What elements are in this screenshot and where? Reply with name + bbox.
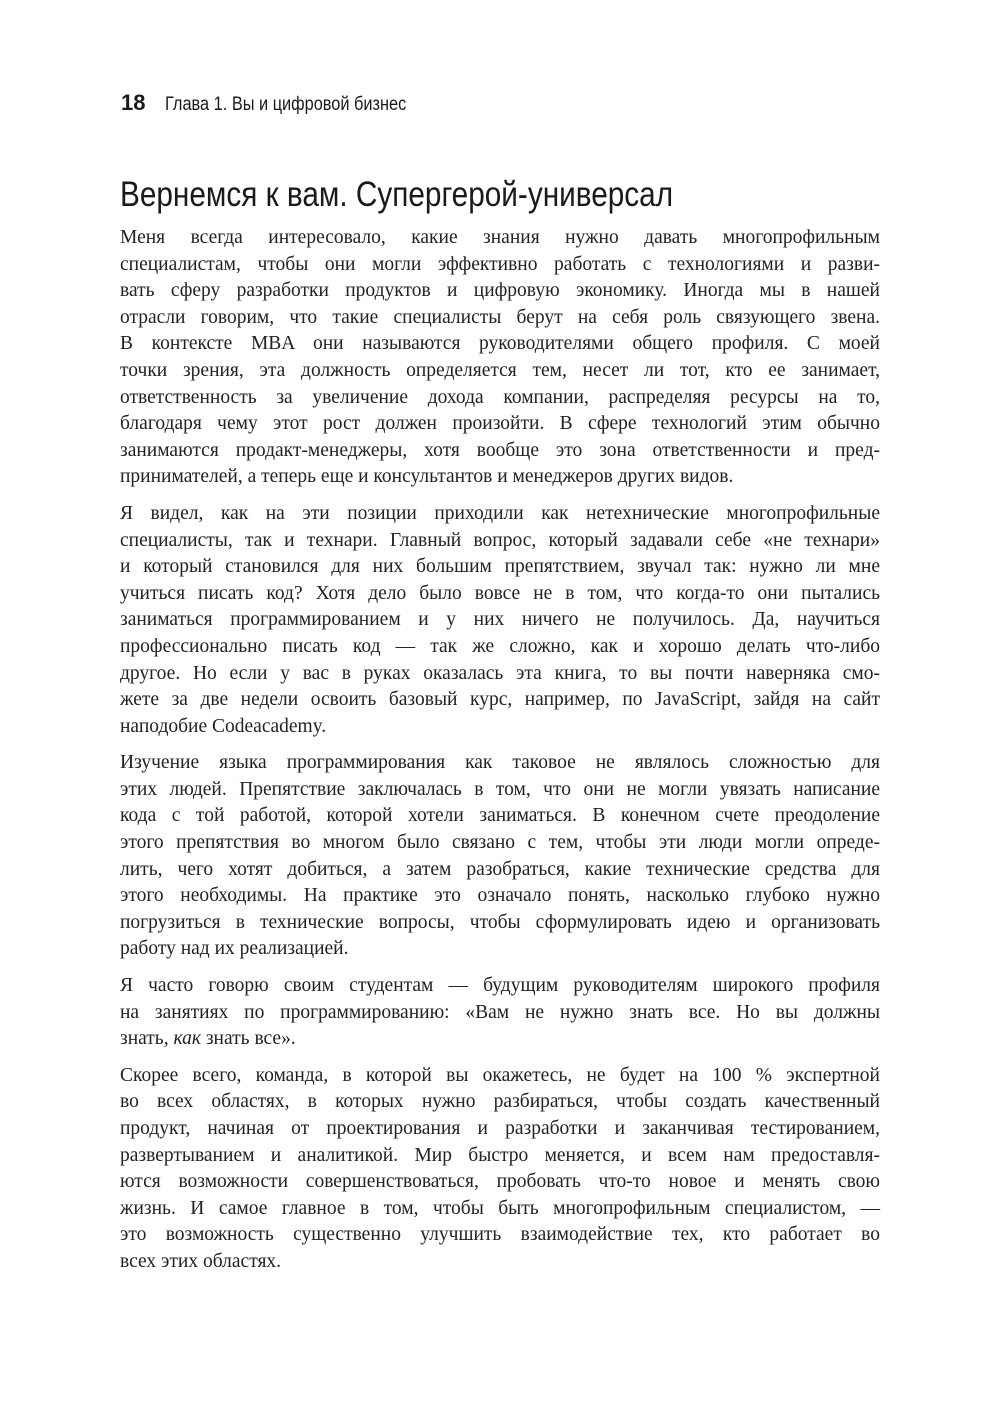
- text-line: этих людей. Препятствие заключалась в том, что они не могли увязать написание: [120, 778, 880, 800]
- text-line: этого препятствия во многом было связано с тем, чтобы эти люди могли опреде-: [120, 832, 880, 854]
- text-line: ются возможности совершенствоваться, пробовать что-то новое и менять свою: [120, 1171, 880, 1193]
- text-line: ответственность за увеличение дохода компании, распределяя ресурсы на то,: [120, 386, 880, 408]
- text-line: Я видел, как на эти позиции приходили как нетехнические многопрофильные: [120, 502, 880, 524]
- text-line: жизнь. И самое главное в том, чтобы быть многопрофильным специалистом, —: [120, 1197, 880, 1219]
- text-line: вать сферу разработки продуктов и цифровую экономику. Иногда мы в нашей: [120, 280, 880, 302]
- text-line: продукт, начиная от проектирования и разработки и заканчивая тестированием,: [120, 1118, 880, 1139]
- text-line: жете за две недели освоить базовый курс, например, по JavaScript, зайдя на сайт: [120, 689, 880, 711]
- text-line: специалистам, чтобы они могли эффективно работать с технологиями и разви-: [120, 253, 880, 275]
- text-line: заниматься программированием и у них ничего не получилось. Да, научиться: [120, 609, 880, 631]
- text-line: лить, чего хотят добиться, а затем разобраться, какие технические средства для: [120, 858, 880, 880]
- text-line: развертыванием и аналитикой. Мир быстро меняется, и всем нам предоставля-: [120, 1144, 880, 1166]
- text-line: на занятиях по программированию: «Вам не нужно знать все. Но вы должны: [120, 1001, 880, 1023]
- page-number: 18: [121, 90, 146, 115]
- text-fragment: знать,: [120, 1028, 174, 1050]
- paragraph: [120, 1063, 880, 1276]
- text-line: кода с той работой, которой хотели заниматься. В конечном счете преодоление: [120, 805, 880, 827]
- text-line: отрасли говорим, что такие специалисты берут на себя роль связующего звена.: [120, 306, 880, 328]
- text-line: благодаря чему этот рост должен произойти. В сфере технологий этим обычно: [120, 413, 880, 435]
- paragraph: [120, 973, 880, 1053]
- text-line: во всех областях, в которых нужно разбираться, чтобы создать качественный: [120, 1091, 880, 1113]
- text-line: другое. Но если у вас в руках оказалась эта книга, то вы почти наверняка смо-: [120, 662, 880, 684]
- paragraph: [120, 750, 880, 963]
- text-fragment: знать все».: [200, 1028, 296, 1050]
- text-line: принимателей, а теперь еще и консультантов и менеджеров других видов.: [120, 466, 734, 488]
- section-heading: Вернемся к вам. Супергерой-универсал: [120, 175, 674, 214]
- text-line: занимаются продакт-менеджеры, хотя вообще это зона ответственности и пред-: [120, 439, 880, 461]
- text-line: Я часто говорю своим студентам — будущим руководителям широкого профиля: [120, 975, 880, 997]
- body-text: [120, 225, 880, 1286]
- paragraph: [120, 501, 880, 740]
- text-line: этого необходимы. На практике это означало понять, насколько глубоко нужно: [120, 885, 880, 907]
- text-line: точки зрения, эта должность определяется тем, несет ли тот, кто ее занимает,: [120, 359, 880, 381]
- text-line: учиться писать код? Хотя дело было вовсе не в том, что когда-то они пытались: [120, 582, 880, 604]
- text-line: и который становился для них большим препятствием, звучал так: нужно ли мне: [120, 556, 880, 578]
- text-line: это возможность существенно улучшить взаимодействие тех, кто работает во: [120, 1224, 880, 1246]
- text-line: В контексте MBA они называются руководителями общего профиля. С моей: [120, 333, 880, 355]
- text-line: всех этих областях.: [120, 1250, 282, 1272]
- paragraph: [120, 225, 880, 491]
- running-header: [121, 90, 446, 120]
- text-line: Скорее всего, команда, в которой вы окажетесь, не будет на 100 % экспертной: [120, 1064, 880, 1086]
- text-line: наподобие Codeacademy.: [120, 715, 327, 737]
- emphasis: как: [173, 1028, 201, 1050]
- text-line: работу над их реализацией.: [120, 938, 349, 960]
- text-line: Меня всегда интересовало, какие знания нужно давать многопрофильным: [120, 227, 880, 248]
- running-title: Глава 1. Вы и цифровой бизнес: [165, 94, 407, 115]
- text-line: Изучение языка программирования как таковое не являлось сложностью для: [120, 752, 880, 774]
- text-line: [120, 1026, 880, 1053]
- text-line: специалисты, так и технари. Главный вопрос, который задавали себе «не технари»: [120, 529, 880, 551]
- text-line: погрузиться в технические вопросы, чтобы сформулировать идею и организовать: [120, 911, 880, 933]
- text-line: профессионально писать код — так же сложно, как и хорошо делать что-либо: [120, 635, 880, 657]
